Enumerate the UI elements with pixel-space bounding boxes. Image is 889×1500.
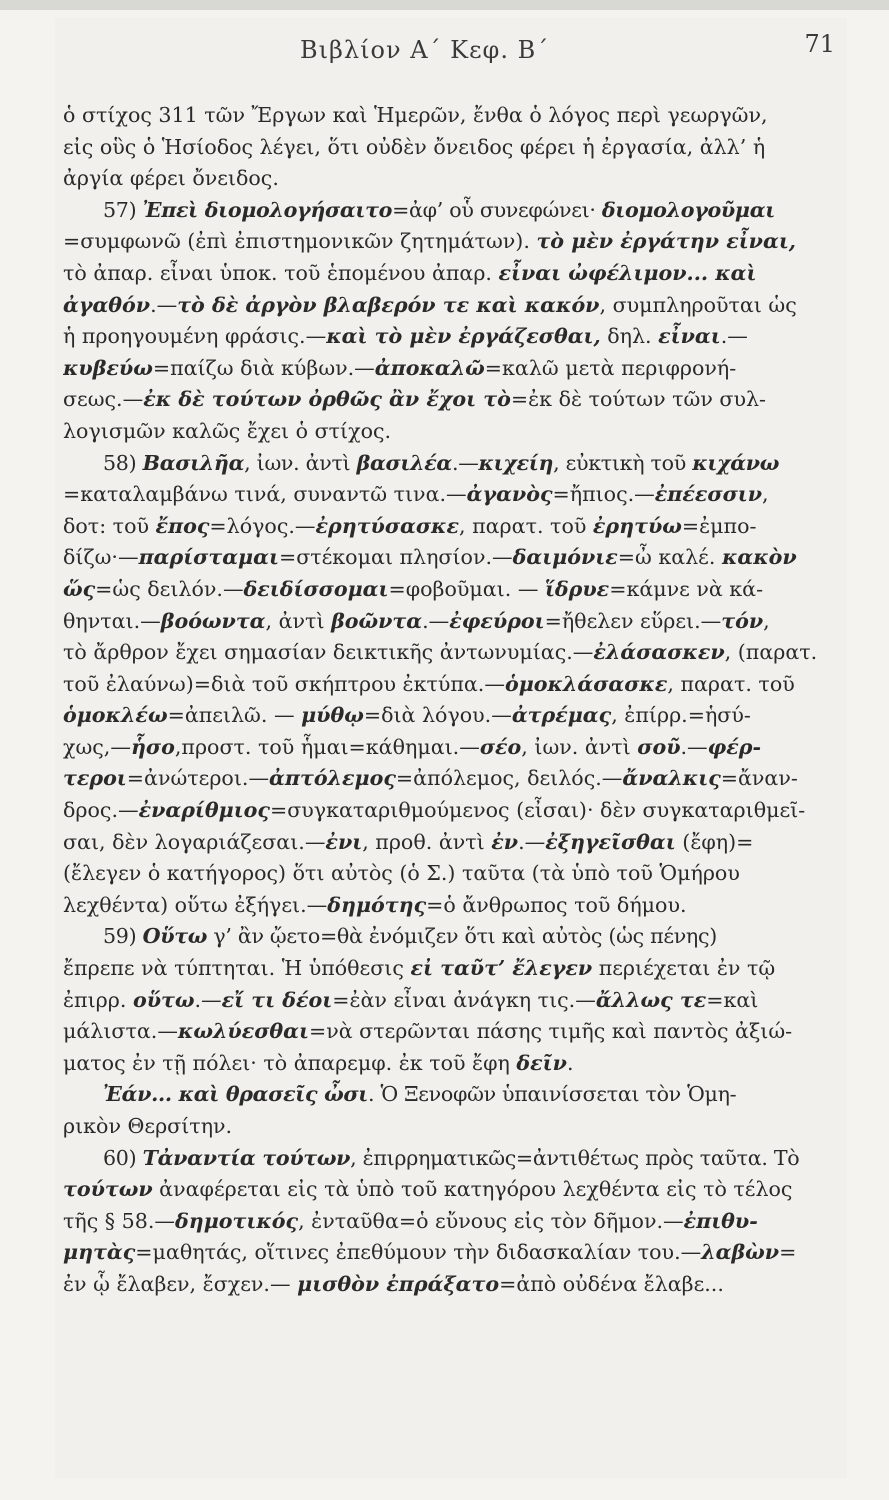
gloss-text: , προθ. ἀντὶ: [362, 829, 492, 854]
lemma-term: Τἀναντία τούτων: [142, 1145, 351, 1170]
gloss-text: περιέχεται ἐν τῷ: [592, 956, 776, 981]
gloss-text: λεχθέντα) οὕτω ἐξήγει.—: [63, 892, 328, 917]
lemma-term: ἄναλκις: [622, 766, 721, 791]
lemma-term: Οὕτω: [142, 924, 208, 949]
lemma-term: ἐρητύω: [592, 513, 682, 538]
gloss-text: =νὰ στερῶνται πάσης τιμῆς καὶ παντὸς ἀξιώ-: [308, 1019, 793, 1044]
gloss-text: =ὡς δειλόν.—: [95, 576, 244, 601]
lemma-term: ἐνι: [325, 829, 363, 854]
text-line: [63, 795, 841, 827]
lemma-term: βασιλέα: [356, 450, 452, 475]
lemma-term: ἀπτόλεμος: [269, 766, 396, 791]
page-number: 71: [804, 30, 835, 58]
gloss-text: =ἤπιος.—: [552, 482, 655, 507]
gloss-text: =ἀπειλῶ. —: [167, 703, 302, 728]
gloss-text: . Ὁ Ξενοφῶν ὑπαινίσσεται τὸν Ὁμη-: [367, 1082, 737, 1107]
gloss-text: ἐπιρρ.: [63, 987, 133, 1012]
lemma-term: Ἐπεὶ διομολογήσαιτο: [142, 197, 393, 222]
lemma-term: δεῖν: [516, 1050, 567, 1075]
text-line: [63, 985, 841, 1017]
lemma-term: κιχάνω: [692, 450, 780, 475]
gloss-text: =κάμνε νὰ κά-: [609, 576, 764, 601]
gloss-text: .—: [451, 450, 479, 475]
gloss-text: ἔπρεπε νὰ τύπτηται. Ἡ ὑπόθεσις: [63, 956, 411, 981]
text-line: [63, 195, 881, 227]
lemma-term: ἐναρίθμιος: [138, 798, 270, 823]
gloss-text: , ἐνταῦθα=ὁ εὔνους εἰς τὸν δῆμον.—: [298, 1208, 684, 1233]
gloss-text: =συμφωνῶ (ἐπὶ ἐπιστημονικῶν ζητημάτων).: [63, 229, 537, 254]
gloss-text: =διὰ λόγου.—: [363, 703, 512, 728]
text-line: [63, 890, 841, 922]
scan-top-band: [0, 0, 889, 10]
lemma-term: ἔπος: [155, 513, 210, 538]
text-line: [63, 163, 841, 195]
gloss-text: =συγκαταριθμούμενος (εἶσαι)· δὲν συγκαταριθμεῖ-: [269, 798, 806, 823]
gloss-text: , (παρατ.: [724, 640, 818, 665]
lemma-term: βοόωντα: [160, 608, 266, 633]
gloss-text: , παρατ. τοῦ: [667, 671, 795, 696]
text-line: [63, 1143, 881, 1175]
lemma-term: λαβὼν: [701, 1240, 780, 1265]
lemma-term: ἀτρέμας: [511, 703, 612, 728]
text-line: [63, 1079, 881, 1111]
gloss-text: .—: [422, 608, 450, 633]
text-line: [63, 132, 841, 164]
gloss-text: ἀργία φέρει ὄνειδος.: [63, 166, 279, 191]
text-line: [63, 258, 841, 290]
text-line: [63, 763, 841, 795]
lemma-term: τὸ δὲ ἀργὸν βλαβερόν τε καὶ κακόν: [177, 292, 600, 317]
lemma-term: ἄλλως τε: [595, 987, 707, 1012]
gloss-text: =ἤθελεν εὕρει.—: [544, 608, 722, 633]
text-line: [63, 606, 841, 638]
running-head: Βιβλίον Α΄ Κεφ. Β΄: [300, 36, 550, 64]
lemma-term: διομολογοῦμαι: [601, 197, 775, 222]
gloss-text: δοτ: τοῦ: [63, 513, 156, 538]
gloss-text: δρος.—: [63, 798, 139, 823]
page-header: [55, 30, 847, 70]
lemma-term: καὶ τὸ μὲν ἐργάζεσθαι,: [326, 324, 601, 349]
gloss-text: , εὐκτικὴ τοῦ: [553, 450, 693, 475]
gloss-text: =καλῶ μετὰ περιφρονή-: [484, 355, 737, 380]
text-line: [63, 732, 841, 764]
text-line: [63, 669, 841, 701]
gloss-text: ἡ προηγουμένη φράσις.—: [63, 324, 327, 349]
text-line: [63, 1174, 841, 1206]
lemma-term: οὕτω: [132, 987, 195, 1012]
text-line: [63, 700, 841, 732]
text-line: [63, 574, 841, 606]
text-line: [63, 290, 841, 322]
text-line: [63, 1237, 841, 1269]
gloss-text: =ὦ καλέ.: [617, 545, 722, 570]
lemma-term: δημοτικός: [175, 1208, 299, 1233]
gloss-text: δίζω·—: [63, 545, 139, 570]
lemma-term: τεροι: [63, 766, 127, 791]
gloss-text: χως,—: [63, 734, 131, 759]
gloss-text: γ’ ἂν ᾤετο=θὰ ἐνόμιζεν ὅτι καὶ αὐτὸς (ὡς πένης): [207, 924, 717, 949]
gloss-text: ,προστ. τοῦ ἧμαι=κάθημαι.—: [174, 734, 480, 759]
lemma-term: δημότης: [327, 892, 427, 917]
book-page: [55, 18, 847, 1478]
gloss-text: 60): [103, 1145, 143, 1170]
gloss-text: ματος ἐν τῇ πόλει· τὸ ἀπαρεμφ. ἐκ τοῦ ἔφη: [63, 1050, 517, 1075]
lemma-term: ἵδρυε: [544, 576, 610, 601]
lemma-term: κακὸν: [721, 545, 797, 570]
gloss-text: =ἀπόλεμος, δειλός.—: [395, 766, 623, 791]
gloss-text: .—: [720, 324, 748, 349]
lemma-term: κυβεύω: [63, 355, 153, 380]
gloss-text: μάλιστα.—: [63, 1019, 178, 1044]
text-line: [63, 1269, 841, 1301]
text-line: [63, 226, 841, 258]
gloss-text: τὸ ἀπαρ. εἶναι ὑποκ. τοῦ ἑπομένου ἀπαρ.: [63, 260, 499, 285]
lemma-term: Βασιλῆα: [142, 450, 245, 475]
gloss-text: .—: [518, 829, 546, 854]
gloss-text: , ἐπίρρ.=ἡσύ-: [611, 703, 751, 728]
gloss-text: ρικὸν Θερσίτην.: [63, 1114, 233, 1138]
gloss-text: =ἐμπο-: [681, 513, 757, 538]
lemma-term: ἐλάσασκεν: [593, 640, 725, 665]
lemma-term: κωλύεσθαι: [177, 1019, 309, 1044]
lemma-term: ὁμοκλέω: [63, 703, 168, 728]
lemma-term: ἐξηγεῖσθαι: [545, 829, 676, 854]
text-line: [63, 1016, 841, 1048]
lemma-term: παρίσταμαι: [138, 545, 279, 570]
lemma-term: μισθὸν ἐπράξατο: [297, 1271, 500, 1296]
lemma-term: Ἐάν... καὶ θρασεῖς ὦσι: [103, 1082, 368, 1107]
lemma-term: σοῦ: [637, 734, 681, 759]
gloss-text: (ἔφη)=: [675, 829, 754, 854]
lemma-term: ἧσο: [130, 734, 175, 759]
gloss-text: =ἀπὸ οὐδένα ἔλαβε...: [499, 1271, 724, 1296]
lemma-term: τόν: [721, 608, 764, 633]
gloss-text: .—: [194, 987, 222, 1012]
lemma-term: σέο: [479, 734, 522, 759]
text-line: [63, 100, 841, 132]
gloss-text: =ἐὰν εἶναι ἀνάγκη τις.—: [332, 987, 596, 1012]
gloss-text: =καταλαμβάνω τινά, συναντῶ τινα.—: [63, 482, 467, 507]
gloss-text: λογισμῶν καλῶς ἔχει ὁ στίχος.: [63, 418, 392, 443]
lemma-term: εἴ τι δέοι: [221, 987, 333, 1012]
gloss-text: .—: [150, 292, 178, 317]
text-line: [63, 511, 841, 543]
gloss-text: , ἰων. ἀντὶ: [521, 734, 638, 759]
text-line: [63, 416, 841, 448]
gloss-text: ἀναφέρεται εἰς τὰ ὑπὸ τοῦ κατηγόρου λεχθέντα εἰς τὸ τέλος: [152, 1177, 793, 1202]
lemma-term: φέρ-: [707, 734, 762, 759]
lemma-term: ὥς: [63, 576, 96, 601]
gloss-text: ἐν ᾧ ἔλαβεν, ἔσχεν.—: [63, 1271, 298, 1296]
lemma-term: ἐπέεσσιν: [654, 482, 763, 507]
text-line: [63, 542, 841, 574]
gloss-text: =παίζω διὰ κύβων.—: [152, 355, 375, 380]
text-line: [63, 384, 841, 416]
gloss-text: .—: [680, 734, 708, 759]
gloss-text: θηνται.—: [63, 608, 161, 633]
gloss-text: =ἀφ’ οὗ συνεφώνει·: [392, 197, 602, 222]
gloss-text: =ἐκ δὲ τούτων τῶν συλ-: [510, 387, 766, 412]
text-line: [63, 637, 841, 669]
gloss-text: =φοβοῦμαι. —: [388, 576, 545, 601]
lemma-term: ἐπιθυ-: [683, 1208, 758, 1233]
gloss-text: =καὶ: [706, 987, 759, 1012]
lemma-term: μύθῳ: [301, 703, 364, 728]
gloss-text: (ἔλεγεν ὁ κατήγορος) ὅτι αὐτὸς (ὁ Σ.) ταῦτα (τὰ ὑπὸ τοῦ Ὁμήρου: [63, 861, 740, 886]
gloss-text: δηλ.: [600, 324, 659, 349]
gloss-text: εἰς οὓς ὁ Ἡσίοδος λέγει, ὅτι οὐδὲν ὄνειδος φέρει ἡ ἐργασία, ἀλλ’ ἡ: [63, 134, 766, 159]
gloss-text: σαι, δὲν λογαριάζεσαι.—: [63, 829, 326, 854]
gloss-text: , παρατ. τοῦ: [459, 513, 593, 538]
text-line: [63, 1206, 841, 1238]
lemma-term: εἶναι: [658, 324, 721, 349]
lemma-term: ὁμοκλάσασκε: [504, 671, 668, 696]
lemma-term: ἐκ δὲ τούτων ὀρθῶς ἂν ἔχοι τὸ: [143, 387, 511, 412]
gloss-text: , ἀντὶ: [265, 608, 332, 633]
gloss-text: , ἐπιρρηματικῶς=ἀντιθέτως πρὸς ταῦτα. Τὸ: [350, 1145, 800, 1170]
lemma-term: μητὰς: [63, 1240, 136, 1265]
lemma-term: ἀποκαλῶ: [374, 355, 485, 380]
text-line: [63, 827, 841, 859]
gloss-text: =μαθητάς, οἵτινες ἐπεθύμουν τὴν διδασκαλίαν του.—: [135, 1240, 702, 1265]
gloss-text: =ἀνώτεροι.—: [126, 766, 270, 791]
lemma-term: βοῶντα: [331, 608, 423, 633]
text-line: [63, 953, 841, 985]
gloss-text: 58): [103, 450, 143, 475]
gloss-text: =λόγος.—: [209, 513, 316, 538]
gloss-text: =ὁ ἄνθρωπος τοῦ δήμου.: [426, 892, 687, 917]
gloss-text: τοῦ ἐλαύνω)=διὰ τοῦ σκήπτρου ἐκτύπα.—: [63, 671, 505, 696]
lemma-term: τὸ μὲν ἐργάτην εἶναι,: [536, 229, 796, 254]
gloss-text: τῆς § 58.—: [63, 1208, 175, 1233]
lemma-term: ἀγανὸς: [466, 482, 553, 507]
gloss-text: ,: [762, 482, 769, 507]
text-line: [63, 1111, 841, 1143]
text-line: [63, 479, 841, 511]
text-line: [63, 321, 841, 353]
text-line: [63, 448, 881, 480]
text-line: [63, 921, 881, 953]
lemma-term: ἐρητύσασκε: [315, 513, 460, 538]
gloss-text: 57): [103, 197, 143, 222]
lemma-term: δειδίσσομαι: [243, 576, 389, 601]
gloss-text: , ἰων. ἀντὶ: [244, 450, 357, 475]
gloss-text: =: [779, 1240, 797, 1265]
gloss-text: ὁ στίχος 311 τῶν Ἔργων καὶ Ἡμερῶν, ἔνθα ὁ λόγος περὶ γεωργῶν,: [63, 103, 768, 127]
gloss-text: .: [566, 1050, 574, 1075]
lemma-term: ἀγαθόν: [63, 292, 151, 317]
lemma-term: κιχείη: [478, 450, 554, 475]
gloss-text: =στέκομαι πλησίον.—: [278, 545, 513, 570]
gloss-text: τὸ ἄρθρον ἔχει σημασίαν δεικτικῆς ἀντωνυμίας.—: [63, 640, 594, 665]
lemma-term: ἐν: [491, 829, 519, 854]
lemma-term: εἰ ταῦτ’ ἔλεγεν: [410, 956, 593, 981]
lemma-term: ἐφεύροι: [449, 608, 545, 633]
text-line: [63, 353, 841, 385]
commentary-text: [63, 100, 841, 1301]
lemma-term: εἶναι ὠφέλιμον... καὶ: [498, 260, 757, 285]
lemma-term: δαιμόνιε: [512, 545, 618, 570]
lemma-term: τούτων: [63, 1177, 153, 1202]
gloss-text: 59): [103, 924, 143, 949]
gloss-text: , συμπληροῦται ὡς: [599, 292, 797, 317]
gloss-text: σεως.—: [63, 387, 144, 412]
text-line: [63, 858, 841, 890]
gloss-text: =ἄναν-: [720, 766, 798, 791]
gloss-text: ,: [763, 608, 770, 633]
text-line: [63, 1048, 841, 1080]
